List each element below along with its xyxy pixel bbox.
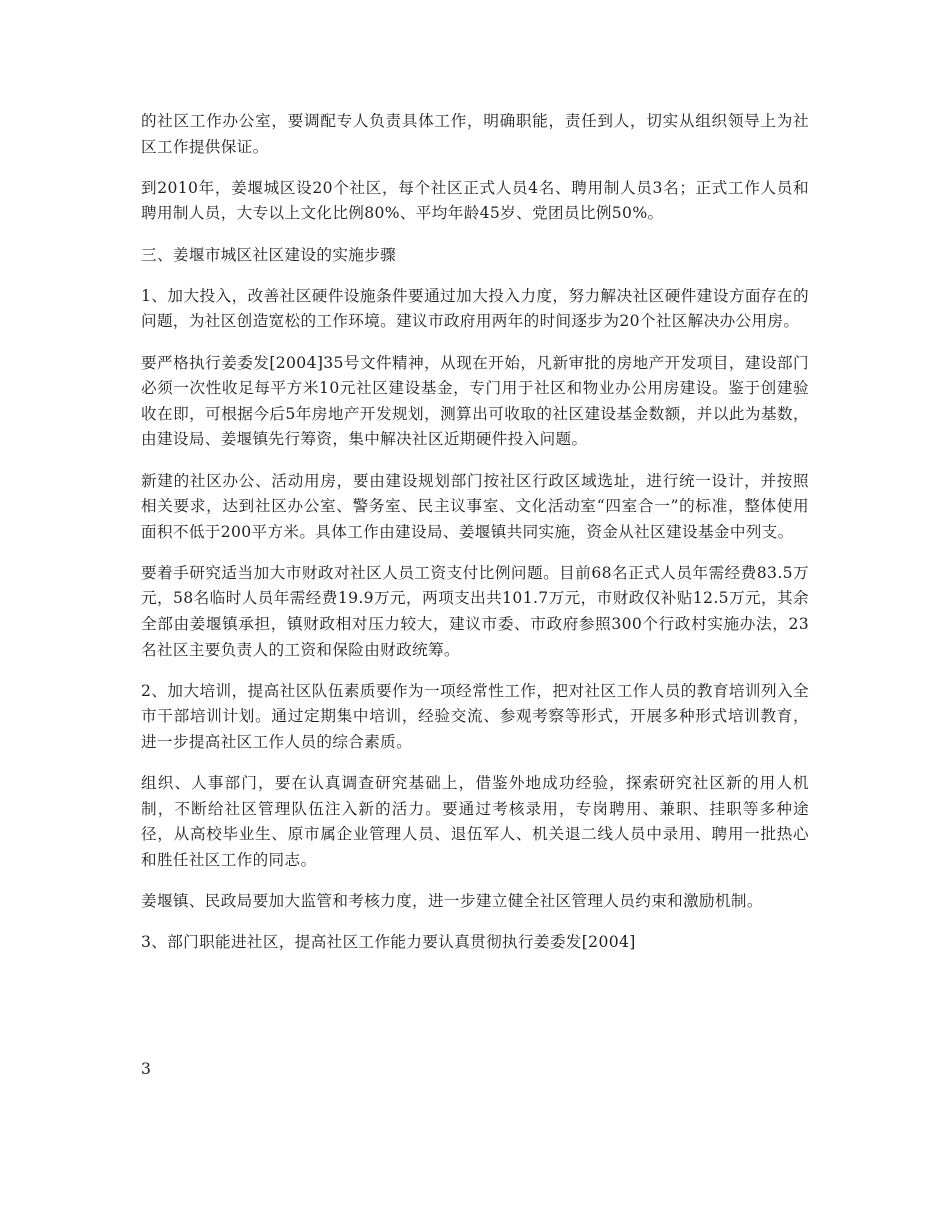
section-heading: 三、姜堰市城区社区建设的实施步骤: [141, 245, 397, 264]
paragraph: 3、部门职能进社区，提高社区工作能力要认真贯彻执行姜委发[2004]: [141, 933, 636, 952]
paragraph: 2、加大培训，提高社区队伍素质要作为一项经常性工作，把对社区工作人员的教育培训列入全市干部培训计划。通过定期集中培训，经验交流、参观考察等形式，开展多种形式培训教育，进一步提高社区工作人员的综合素质。: [141, 681, 809, 752]
paragraph: 1、加大投入，改善社区硬件设施条件要通过加大投入力度，努力解决社区硬件建设方面存在的问题，为社区创造宽松的工作环境。建议市政府用两年的时间逐步为20个社区解决办公用房。: [141, 286, 809, 331]
paragraph: 新建的社区办公、活动用房，要由建设规划部门按社区行政区域选址，进行统一设计，并按照相关要求，达到社区办公室、警务室、民主议事室、文化活动室“四室合一”的标准，整体使用面积不低于200平方米。具体工作由建设局、姜堰镇共同实施，资金从社区建设基金中列支。: [141, 471, 809, 541]
paragraph: 到2010年，姜堰城区设20个社区，每个社区正式人员4名、聘用制人员3名；正式工作人员和聘用制人员，大专以上文化比例80%、平均年龄45岁、党团员比例50%。: [141, 178, 809, 223]
paragraph: 姜堰镇、民政局要加大监管和考核力度，进一步建立健全社区管理人员约束和激励机制。: [141, 892, 763, 911]
paragraph: 要严格执行姜委发[2004]35号文件精神，从现在开始，凡新审批的房地产开发项目，建设部门必须一次性收足每平方米10元社区建设基金，专门用于社区和物业办公用房建设。鉴于创建验收在即，可根据今后5年房地产开发规划，测算出可收取的社区建设基金数额，并以此为基数，由建设局、姜堰镇先行筹资，集中解决社区近期硬件投入问题。: [141, 353, 809, 449]
paragraph: 组织、人事部门，要在认真调查研究基础上，借鉴外地成功经验，探索研究社区新的用人机制，不断给社区管理队伍注入新的活力。要通过考核录用，专岗聘用、兼职、挂职等多种途径，从高校毕业生、原市属企业管理人员、退伍军人、机关退二线人员中录用、聘用一批热心和胜任社区工作的同志。: [141, 774, 809, 869]
document-body: [141, 109, 809, 972]
page-number: 3: [141, 1060, 151, 1078]
paragraph: 的社区工作办公室，要调配专人负责具体工作，明确职能，责任到人，切实从组织领导上为社区工作提供保证。: [141, 112, 809, 156]
paragraph: 要着手研究适当加大市财政对社区人员工资支付比例问题。目前68名正式人员年需经费83.5万元，58名临时人员年需经费19.9万元，两项支出共101.7万元，市财政仅补贴12.5万元，其余全部由姜堰镇承担，镇财政相对压力较大，建议市委、市政府参照300个行政村实施办法，23名社区主要负责人的工资和保险由财政统筹。: [141, 563, 809, 659]
